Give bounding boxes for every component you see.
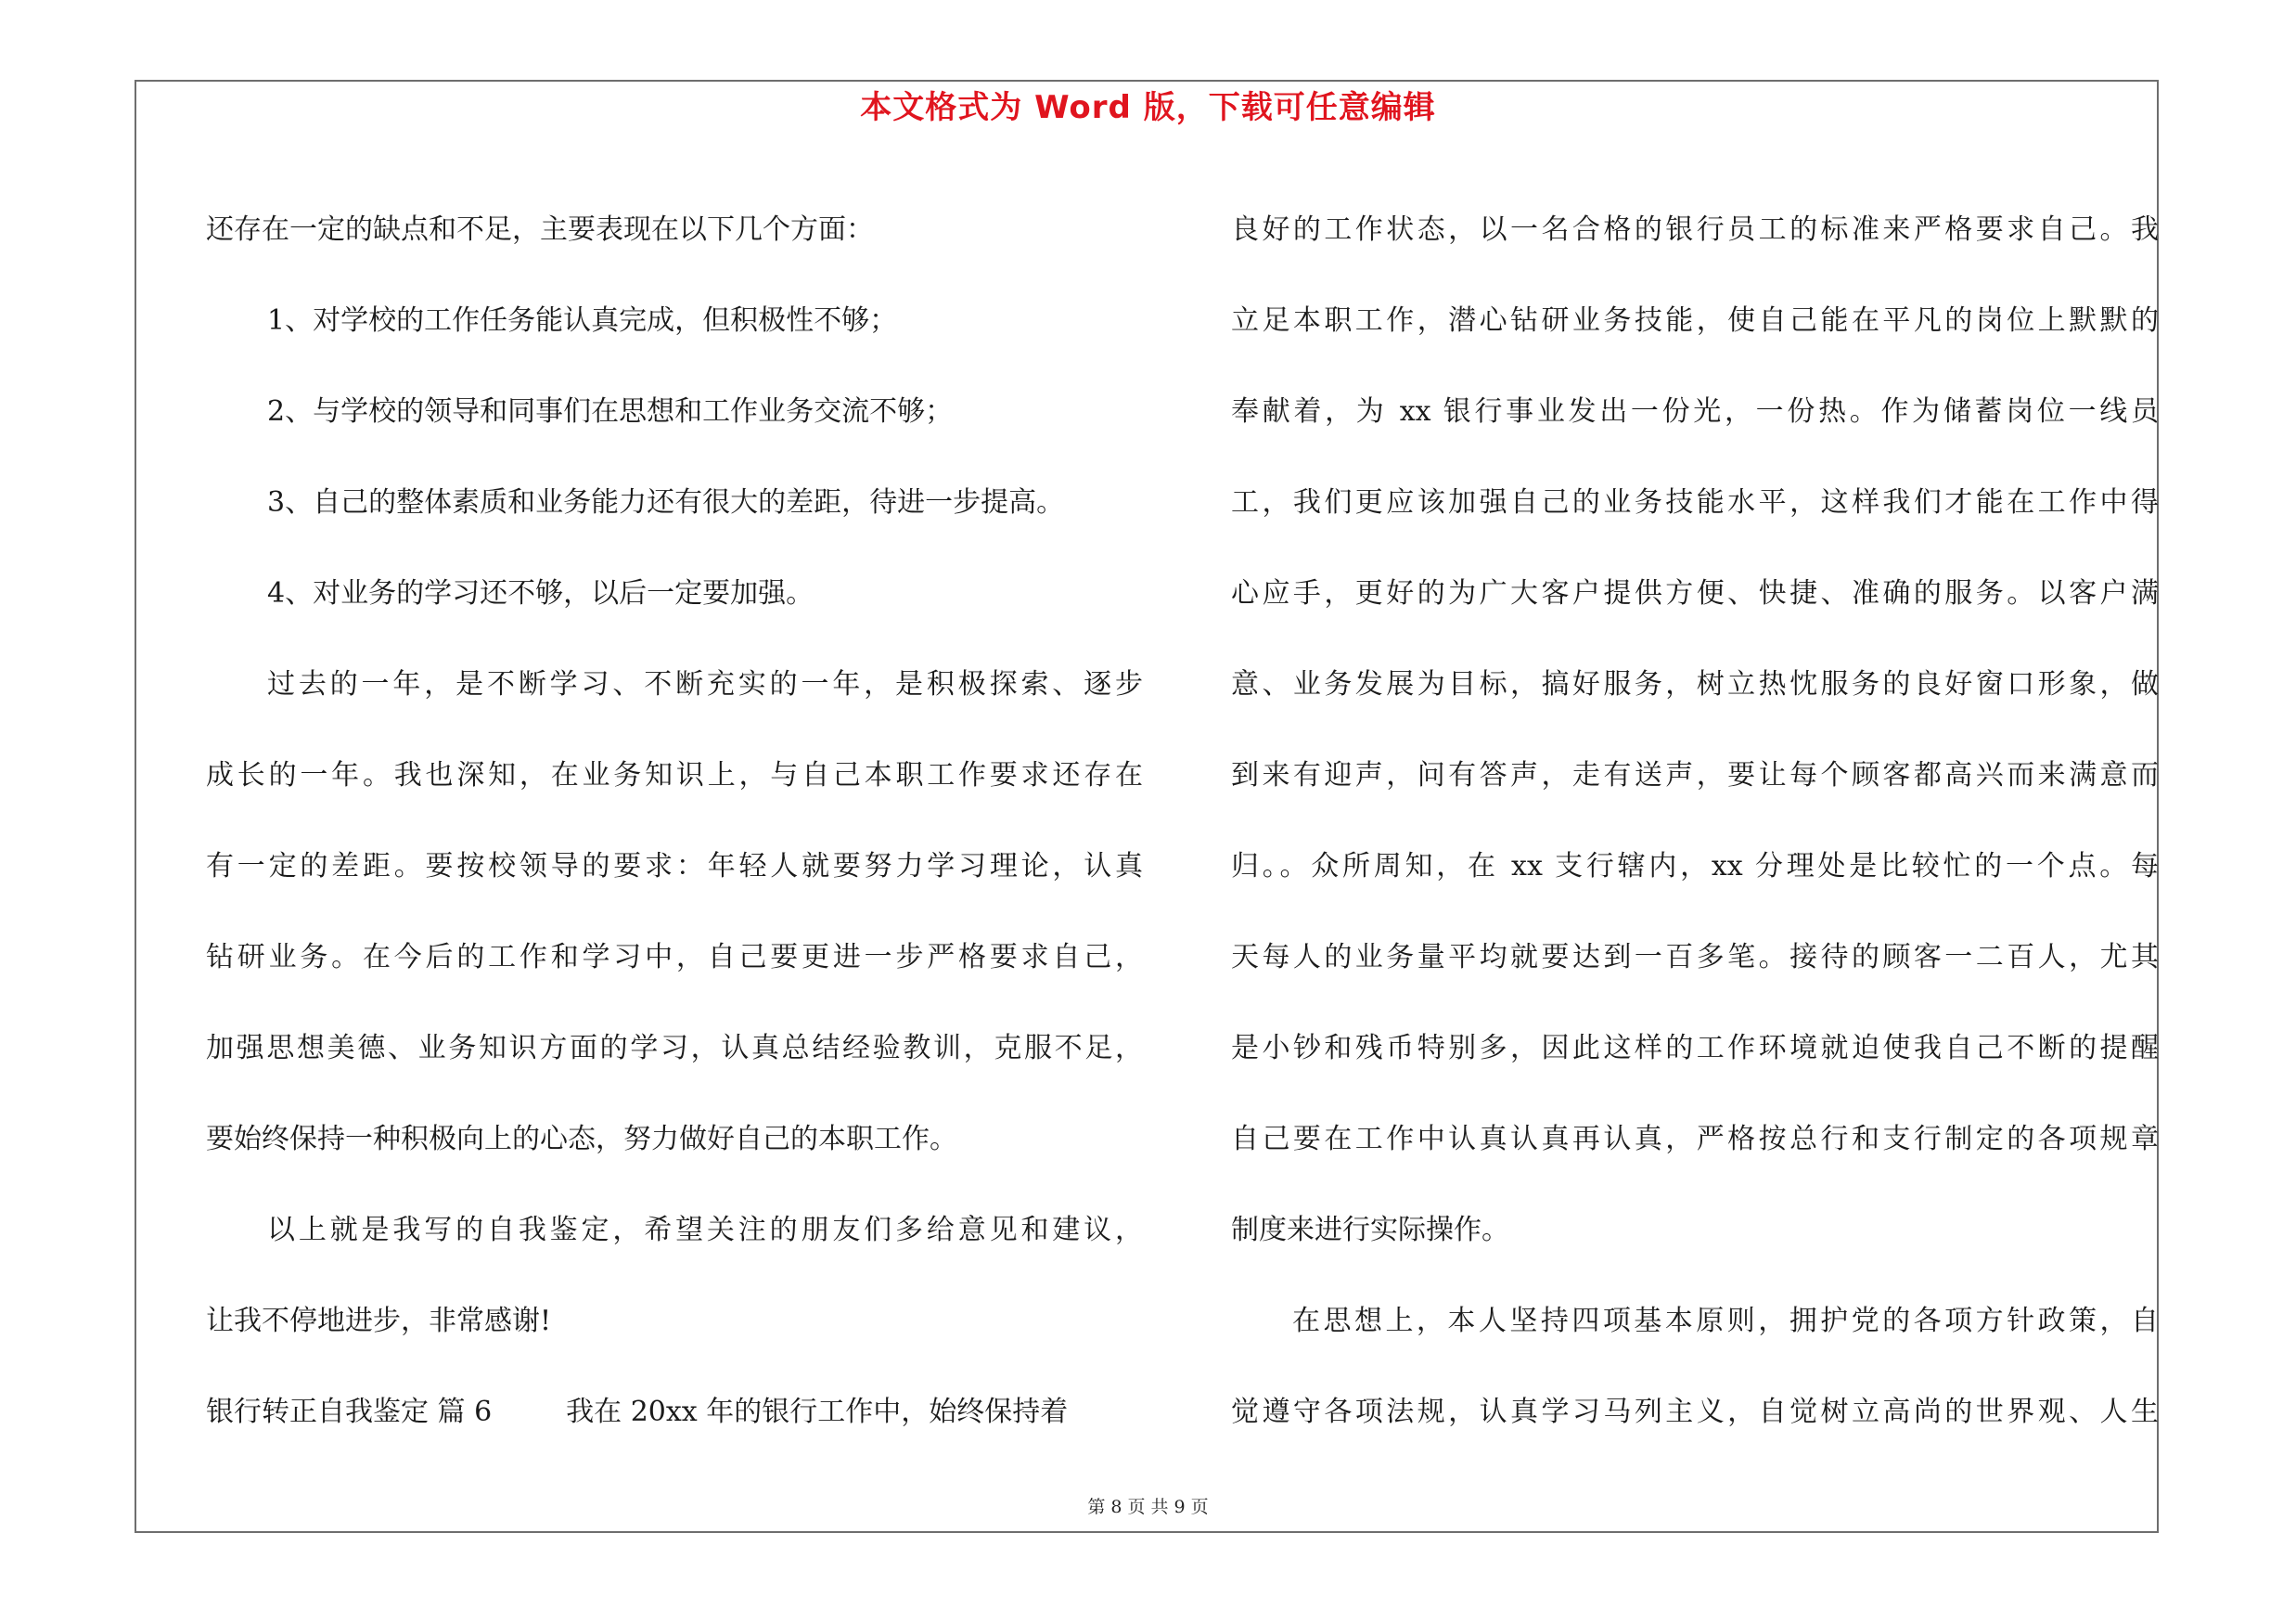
list-item-1: 1、对学校的工作任务能认真完成，但积极性不够； (267, 304, 898, 337)
paragraph-line: 奉献着，为 xx 银行事业发出一份光，一份热。作为储蓄岗位一线员 (1231, 395, 2159, 428)
paragraph-line: 过去的一年，是不断学习、不断充实的一年，是积极探索、逐步 (267, 668, 1143, 701)
section-first-text: 我在 20xx 年的银行工作中，始终保持着 (566, 1396, 1069, 1428)
paragraph-line: 良好的工作状态，以一名合格的银行员工的标准来严格要求自己。我 (1231, 213, 2159, 246)
right-text-column (1231, 185, 2159, 1458)
format-banner (0, 89, 2296, 126)
paragraph-line: 是小钞和残币特别多，因此这样的工作环境就迫使我自己不断的提醒 (1231, 1032, 2159, 1064)
paragraph-line: 让我不停地进步，非常感谢! (206, 1305, 552, 1337)
paragraph-line: 意、业务发展为目标，搞好服务，树立热忱服务的良好窗口形象，做 (1231, 668, 2159, 701)
paragraph-line: 要始终保持一种积极向上的心态，努力做好自己的本职工作。 (206, 1123, 957, 1155)
left-text-column (206, 185, 1143, 1458)
paragraph-line: 归。。众所周知，在 xx 支行辖内，xx 分理处是比较忙的一个点。每 (1231, 850, 2159, 882)
paragraph-line: 还存在一定的缺点和不足，主要表现在以下几个方面： (206, 213, 874, 246)
paragraph-line: 心应手，更好的为广大客户提供方便、快捷、准确的服务。以客户满 (1231, 577, 2159, 610)
section-heading: 银行转正自我鉴定 篇 6 (206, 1396, 493, 1428)
paragraph-line: 加强思想美德、业务知识方面的学习，认真总结经验教训，克服不足， (206, 1032, 1143, 1064)
page-footer (0, 1496, 2296, 1518)
paragraph-line: 制度来进行实际操作。 (1231, 1214, 1509, 1246)
paragraph-line: 觉遵守各项法规，认真学习马列主义，自觉树立高尚的世界观、人生 (1231, 1396, 2159, 1428)
page-number: 第 8 页 共 9 页 (1087, 1497, 1209, 1517)
section-heading-line (206, 1367, 1143, 1458)
paragraph-line: 到来有迎声，问有答声，走有送声，要让每个顾客都高兴而来满意而 (1231, 759, 2159, 792)
paragraph-line: 立足本职工作，潜心钻研业务技能，使自己能在平凡的岗位上默默的 (1231, 304, 2159, 337)
paragraph-line: 钻研业务。在今后的工作和学习中，自己要更进一步严格要求自己， (206, 941, 1143, 973)
paragraph-line: 有一定的差距。要按校领导的要求：年轻人就要努力学习理论，认真 (206, 850, 1143, 882)
list-item-3: 3、自己的整体素质和业务能力还有很大的差距，待进一步提高。 (267, 486, 1065, 519)
paragraph-line: 以上就是我写的自我鉴定，希望关注的朋友们多给意见和建议， (267, 1214, 1143, 1246)
paragraph-line: 天每人的业务量平均就要达到一百多笔。接待的顾客一二百人，尤其 (1231, 941, 2159, 973)
paragraph-line: 自己要在工作中认真认真再认真，严格按总行和支行制定的各项规章 (1231, 1123, 2159, 1155)
banner-text: 本文格式为 Word 版，下载可任意编辑 (860, 89, 1436, 126)
list-item-2: 2、与学校的领导和同事们在思想和工作业务交流不够； (267, 395, 954, 428)
list-item-4: 4、对业务的学习还不够，以后一定要加强。 (267, 577, 815, 610)
paragraph-line: 在思想上，本人坚持四项基本原则，拥护党的各项方针政策，自 (1292, 1305, 2159, 1337)
paragraph-line: 工，我们更应该加强自己的业务技能水平，这样我们才能在工作中得 (1231, 486, 2159, 519)
paragraph-line: 成长的一年。我也深知，在业务知识上，与自己本职工作要求还存在 (206, 759, 1143, 792)
